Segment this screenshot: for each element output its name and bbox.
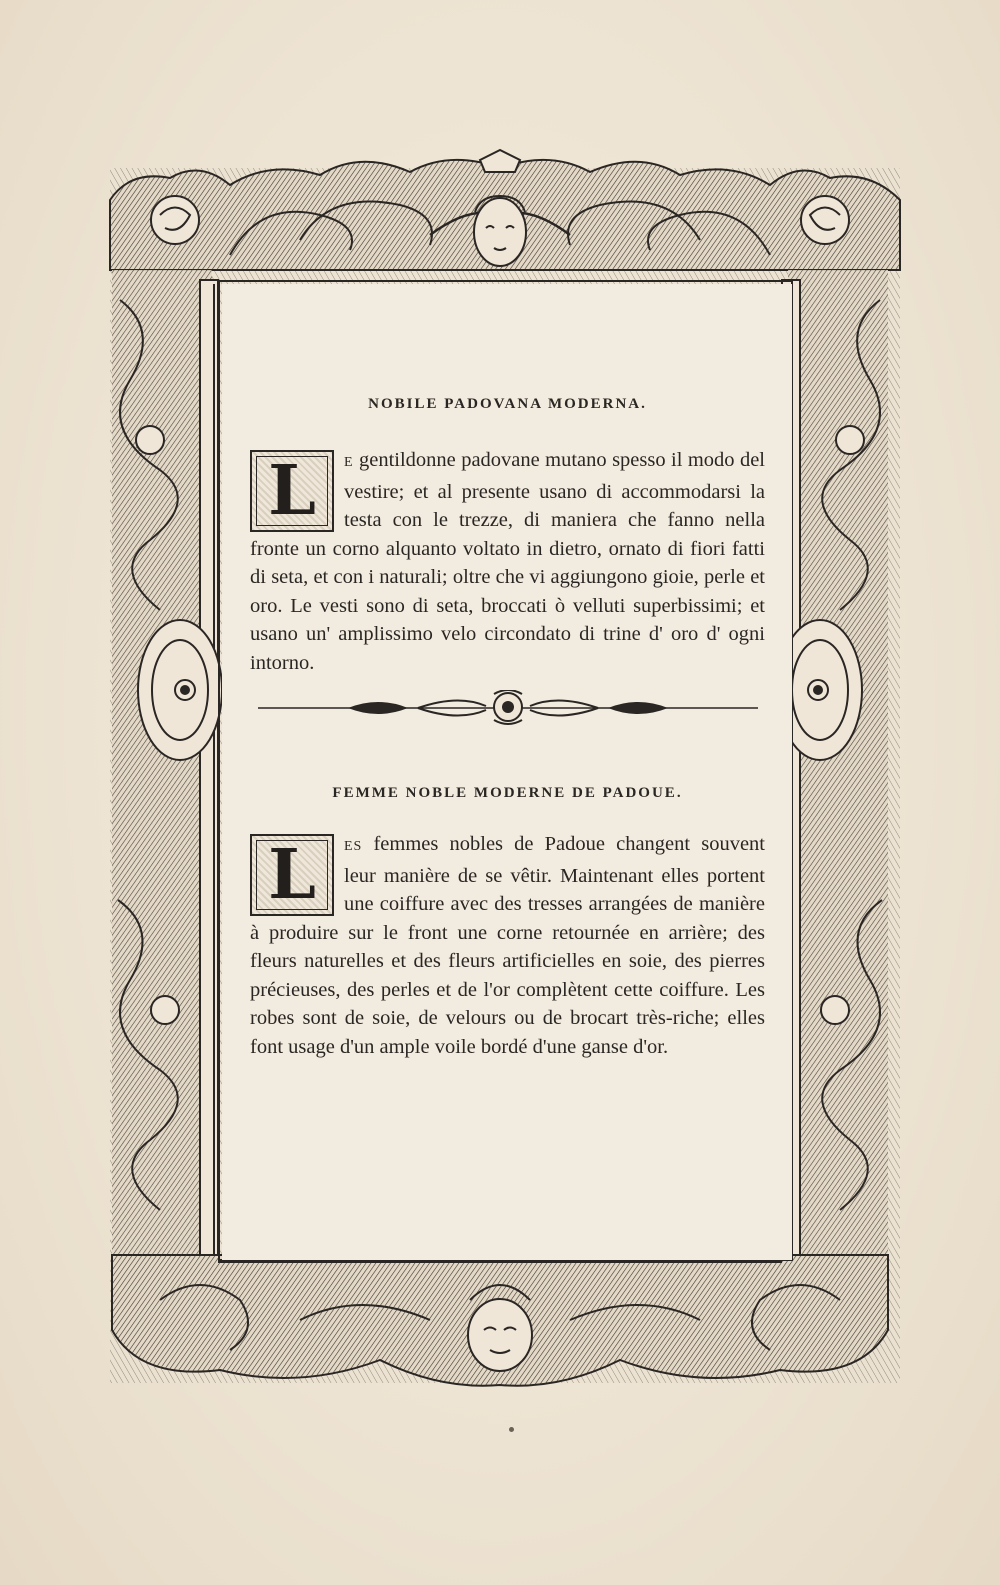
french-title: FEMME NOBLE MODERNE DE PADOUE. bbox=[332, 785, 683, 801]
italian-paragraph bbox=[250, 446, 765, 677]
left-pillar-ornament bbox=[112, 270, 222, 1255]
bottom-cartouche-ornament bbox=[112, 1255, 888, 1386]
italian-body: gentildonne padovane mutano spesso il modo del vestire; et al presente usano di accommodarsi la testa con le trezze, di maniera che fanno nella fronte un corno alquanto voltato in dietro, ornato di fiori fatti di seta, et con i naturali; oltre che vi aggiungono gioie, perle et oro. Le vesti sono di seta, broccati ò velluti superbissimi; et usano un' amplissimo velo circondato di trine d' oro d' ogni intorno. bbox=[250, 449, 765, 674]
french-body: femmes nobles de Padoue changent souvent leur manière de se vêtir. Maintenant elles portent une coiffure avec des tresses arrangées de manière à produire sur le front une corne retournée en arrière; des fleurs naturelles et des fleurs artificielles en soie, des pierres précieuses, des perles et de l'or complètent cette coiffure. Les robes sont de soie, de velours ou de brocart très-riche; elles font usage d'un ample voile bordé d'une ganse d'or. bbox=[250, 833, 765, 1058]
right-pillar-ornament bbox=[778, 270, 888, 1255]
ornamental-divider bbox=[258, 690, 758, 730]
french-drop-cap: L bbox=[250, 834, 334, 916]
text-panel bbox=[222, 284, 792, 1260]
italian-drop-cap: L bbox=[250, 450, 334, 532]
page-mark bbox=[509, 1427, 514, 1432]
italian-initial-rest: E bbox=[344, 455, 354, 470]
french-initial-rest: ES bbox=[344, 839, 363, 854]
french-paragraph bbox=[250, 830, 765, 1061]
italian-title: NOBILE PADOVANA MODERNA. bbox=[368, 396, 647, 412]
